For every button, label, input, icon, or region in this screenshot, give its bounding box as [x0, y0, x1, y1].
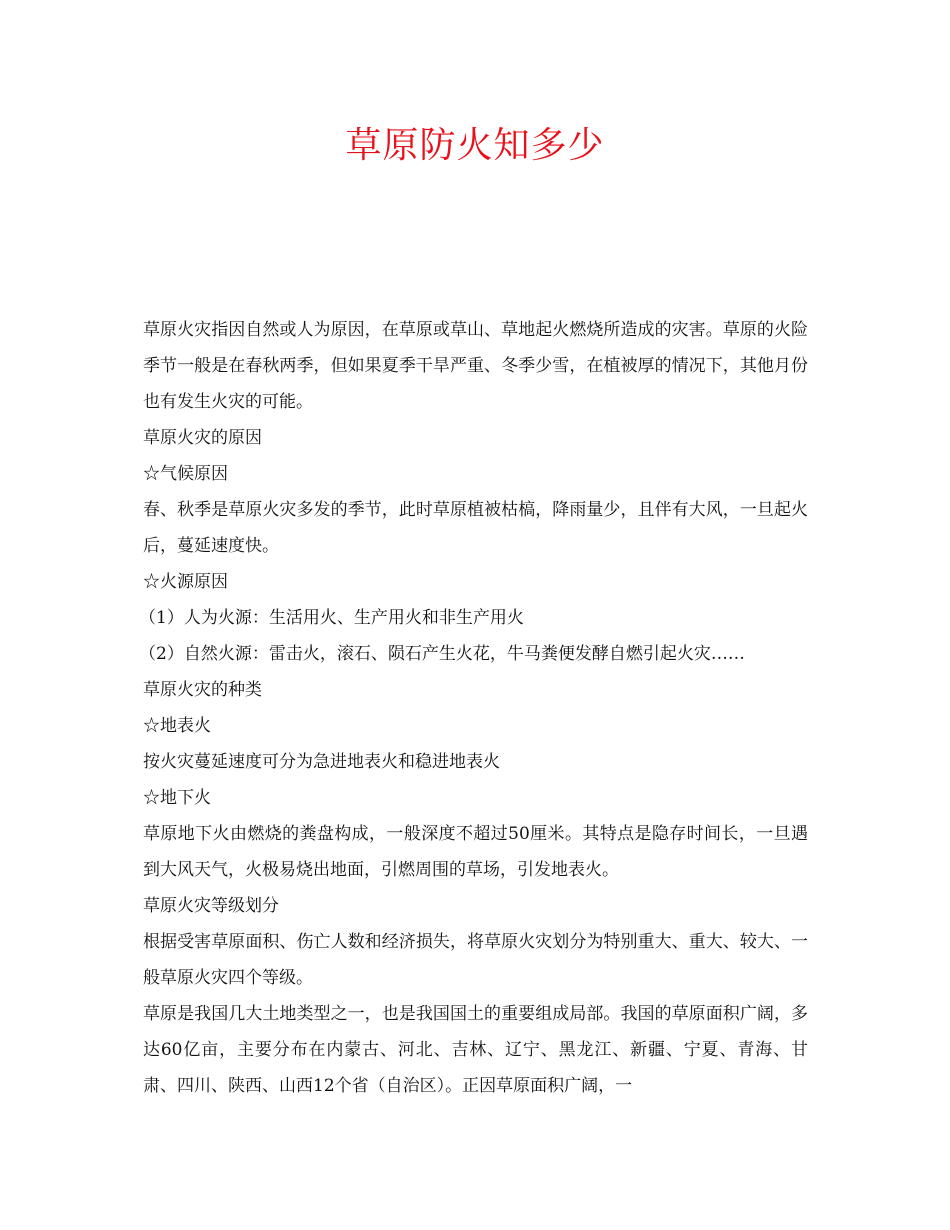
list-item-human-source: （1）人为火源：生活用火、生产用火和非生产用火 [139, 608, 524, 628]
heading-fire-causes: 草原火灾的原因 [143, 428, 262, 448]
paragraph-intro: 草原火灾指因自然或人为原因，在草原或草山、草地起火燃烧所造成的灾害。草原的火险季节一般是在春秋两季，但如果夏季干旱严重、冬季少雪，在植被厚的情况下，其他月份也有发生火灾的可能。 [143, 320, 808, 412]
subheading-surface-fire: ☆地表火 [143, 716, 211, 736]
paragraph-underground-fire: 草原地下火由燃烧的粪盘构成，一般深度不超过50厘米。其特点是隐存时间长，一旦遇到大风天气，火极易烧出地面，引燃周围的草场，引发地表火。 [143, 824, 808, 880]
paragraph-grassland-overview: 草原是我国几大土地类型之一，也是我国国土的重要组成局部。我国的草原面积广阔，多达60亿亩，主要分布在内蒙古、河北、吉林、辽宁、黑龙江、新疆、宁夏、青海、甘肃、四川、陕西、山西12个省（自治区）。正因草原面积广阔，一 [143, 1004, 808, 1096]
paragraph-fire-levels: 根据受害草原面积、伤亡人数和经济损失，将草原火灾划分为特别重大、重大、较大、一般草原火灾四个等级。 [143, 932, 808, 988]
document-title: 草原防火知多少 [345, 125, 605, 166]
heading-fire-types: 草原火灾的种类 [143, 680, 262, 700]
paragraph-surface-fire: 按火灾蔓延速度可分为急进地表火和稳进地表火 [143, 752, 500, 772]
list-item-natural-source: （2）自然火源：雷击火，滚石、陨石产生火花，牛马粪便发酵自燃引起火灾…… [139, 644, 745, 664]
subheading-underground-fire: ☆地下火 [143, 788, 211, 808]
subheading-climate: ☆气候原因 [143, 464, 228, 484]
subheading-fire-source: ☆火源原因 [143, 572, 228, 592]
document-body [139, 312, 808, 1104]
paragraph-climate: 春、秋季是草原火灾多发的季节，此时草原植被枯槁，降雨量少，且伴有大风，一旦起火后，蔓延速度快。 [143, 500, 808, 556]
heading-fire-levels: 草原火灾等级划分 [143, 896, 279, 916]
